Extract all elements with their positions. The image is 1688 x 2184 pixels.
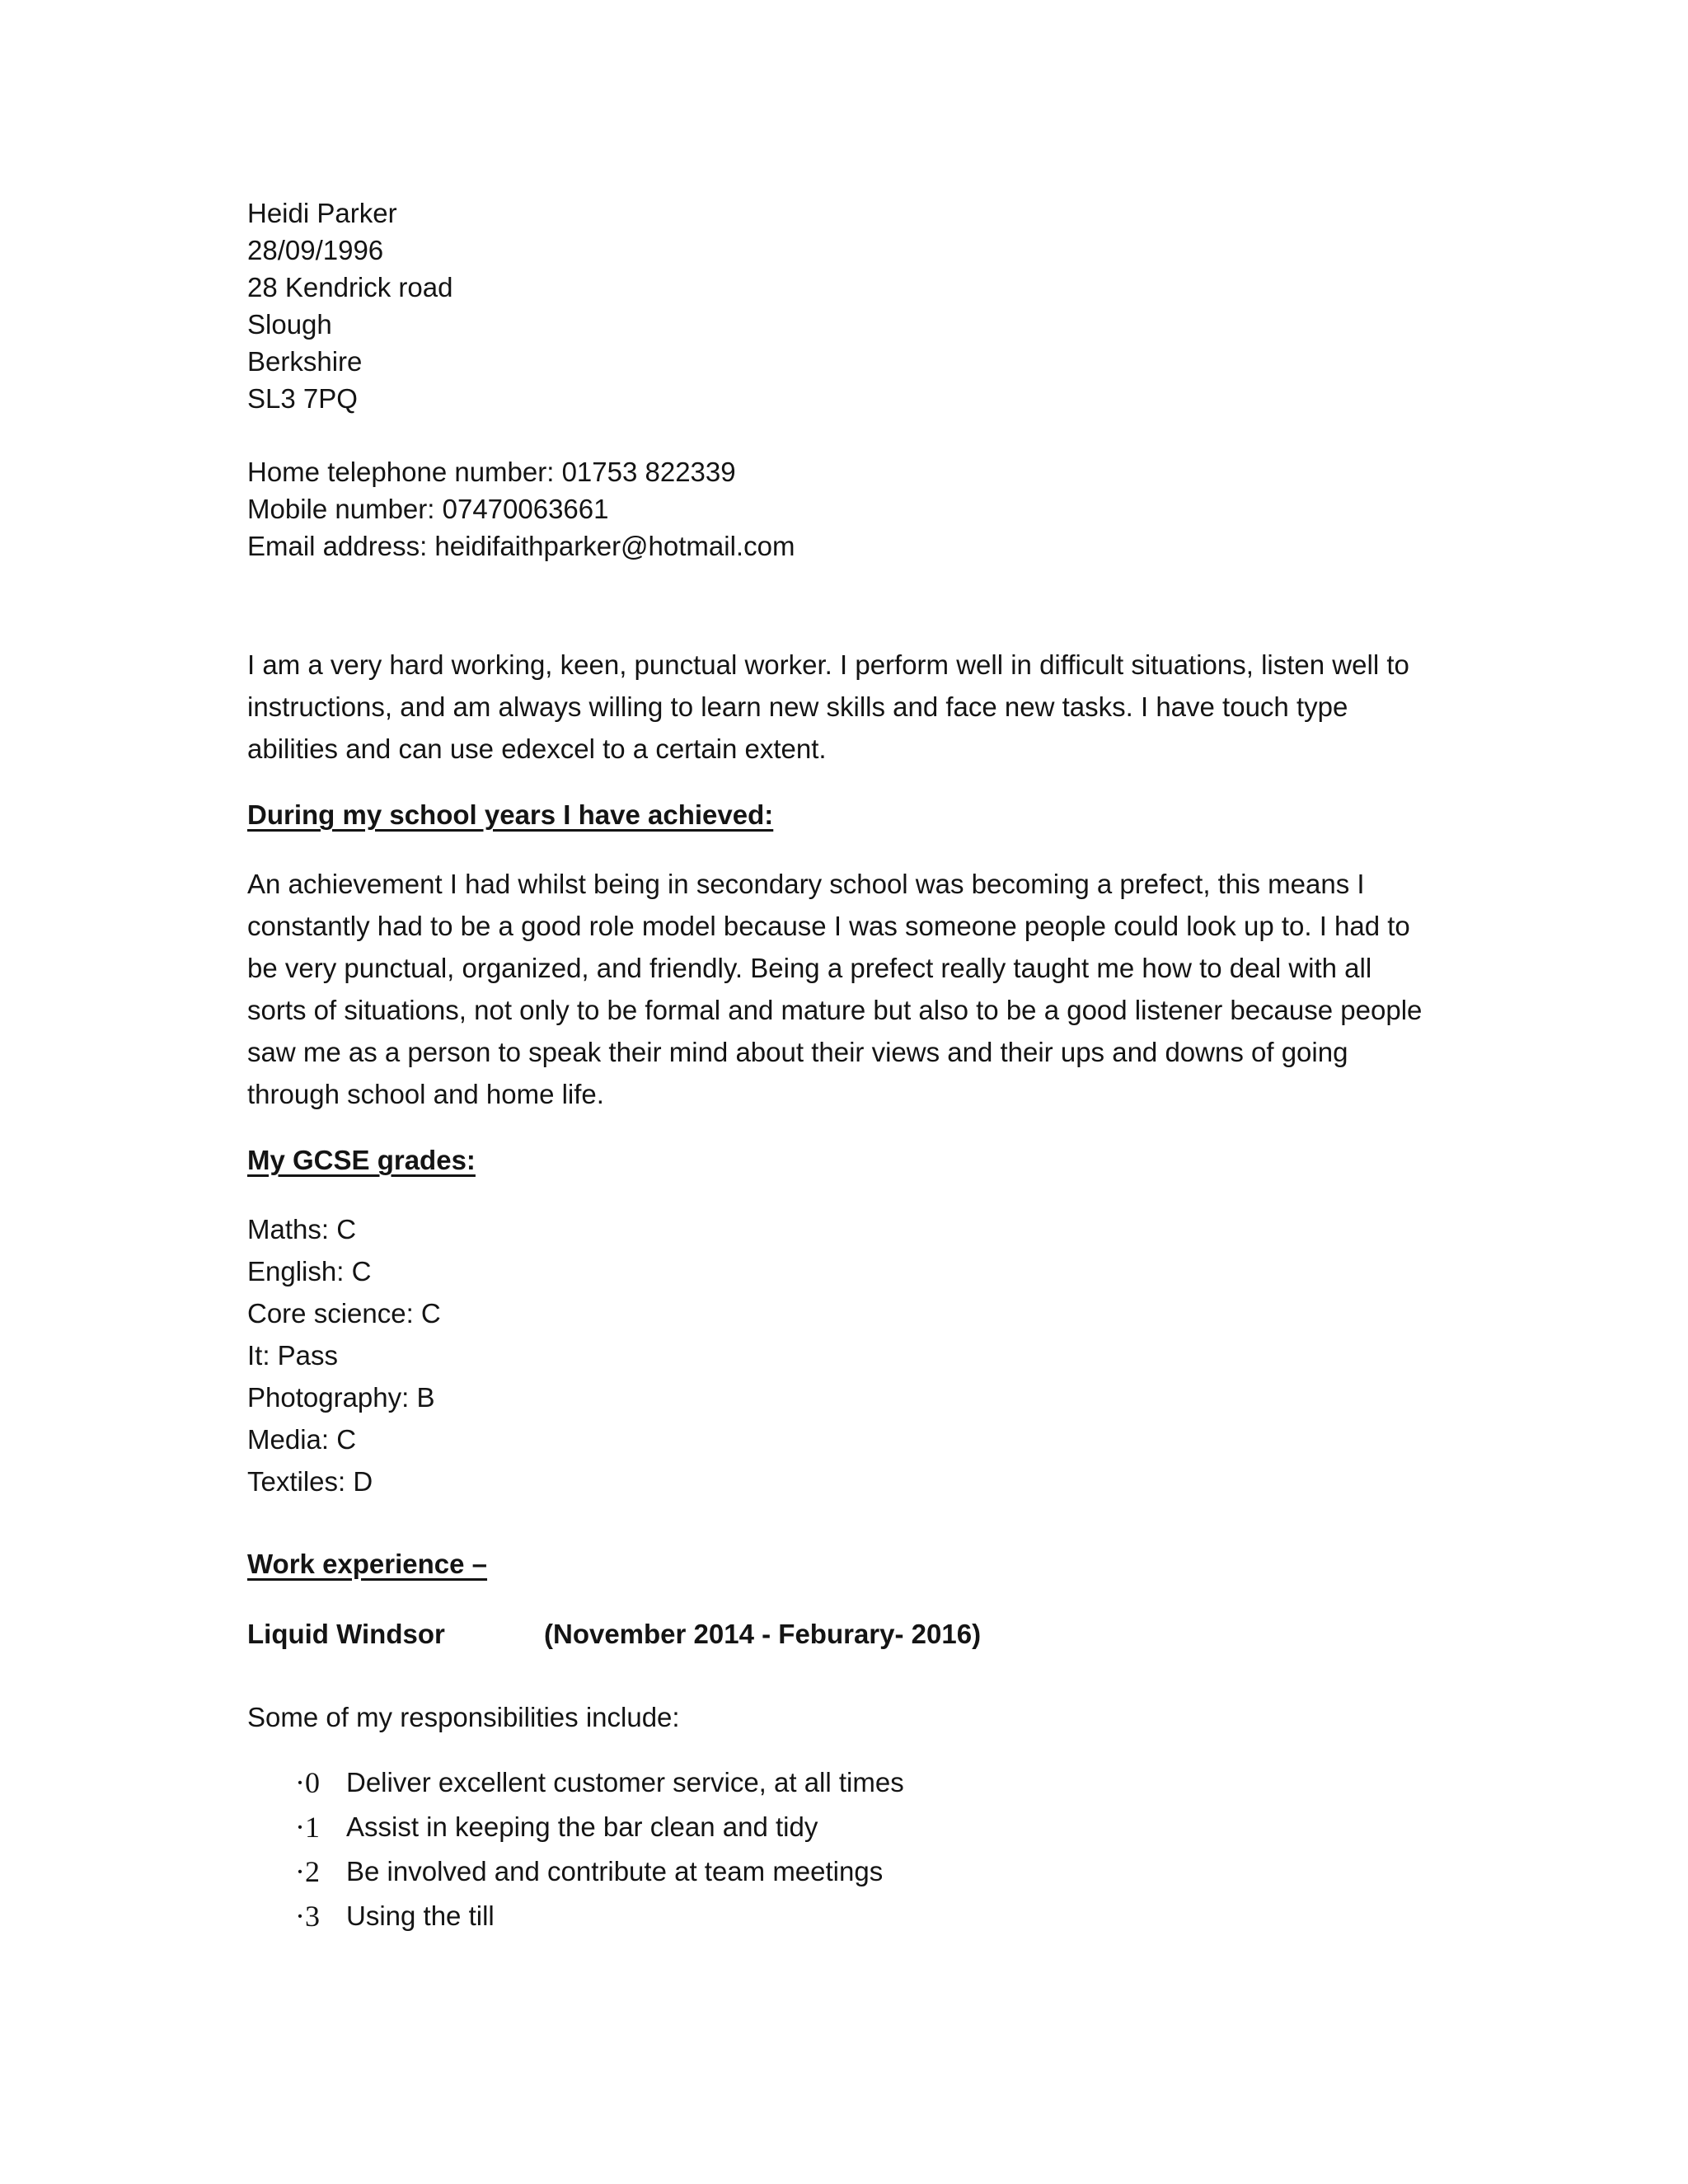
list-item: [247, 1849, 1451, 1894]
grade-item: Textiles: D: [247, 1466, 373, 1497]
cv-page: [247, 194, 1451, 1938]
contact-town: Slough: [247, 309, 332, 340]
grade-item: Core science: C: [247, 1298, 441, 1329]
contact-email: Email address: heidifaithparker@hotmail.com: [247, 531, 795, 561]
grade-item: English: C: [247, 1256, 372, 1286]
list-marker: ·3: [295, 1900, 320, 1933]
contact-block: [247, 194, 1451, 565]
employment-dates: (November 2014 - Feburary- 2016): [544, 1619, 982, 1649]
grade-item: It: Pass: [247, 1340, 339, 1371]
contact-dob: 28/09/1996: [247, 235, 384, 265]
gcse-heading: My GCSE grades:: [247, 1145, 476, 1175]
responsibilities-intro: Some of my responsibilities include:: [247, 1702, 680, 1732]
responsibilities-list: [247, 1760, 1451, 1938]
list-item: [247, 1805, 1451, 1849]
contact-name: Heidi Parker: [247, 198, 397, 228]
list-item-text: Assist in keeping the bar clean and tidy: [346, 1811, 818, 1842]
contact-county: Berkshire: [247, 346, 363, 377]
work-heading: Work experience –: [247, 1549, 488, 1579]
gcse-grades-list: [247, 1208, 1451, 1502]
grade-item: Maths: C: [247, 1214, 357, 1244]
achievements-paragraph: An achievement I had whilst being in secondary school was becoming a prefect, this means I constantly had to be a good role model because I was someone people could look up to. I had to be very punctual, organized, and friendly. Being a prefect really taught me how to deal with all sorts of situations, not only to be formal and mature but also to be a good listener because people saw me as a person to speak their mind about their views and their ups and downs of going through school and home life.: [247, 869, 1423, 1109]
contact-mobile: Mobile number: 07470063661: [247, 494, 609, 524]
achievements-heading: During my school years I have achieved:: [247, 799, 774, 830]
list-item-text: Be involved and contribute at team meetings: [346, 1856, 884, 1886]
list-marker: ·0: [295, 1766, 320, 1799]
list-item-text: Deliver excellent customer service, at all times: [346, 1767, 904, 1797]
grade-item: Media: C: [247, 1424, 357, 1455]
list-marker: ·2: [295, 1855, 320, 1888]
contact-postcode: SL3 7PQ: [247, 383, 358, 414]
employer-name: Liquid Windsor: [247, 1619, 445, 1649]
list-item: [247, 1894, 1451, 1938]
list-item-text: Using the till: [346, 1900, 495, 1931]
contact-home-phone: Home telephone number: 01753 822339: [247, 457, 736, 487]
list-item: [247, 1760, 1451, 1805]
grade-item: Photography: B: [247, 1382, 435, 1413]
list-marker: ·1: [295, 1811, 320, 1844]
contact-street: 28 Kendrick road: [247, 272, 453, 302]
job-title-row: [247, 1615, 1451, 1652]
profile-paragraph: I am a very hard working, keen, punctual worker. I perform well in difficult situations, listen well to instructions, and am always willing to learn new skills and face new tasks. I have touch type abilities and can use edexcel to a certain extent.: [247, 649, 1409, 764]
